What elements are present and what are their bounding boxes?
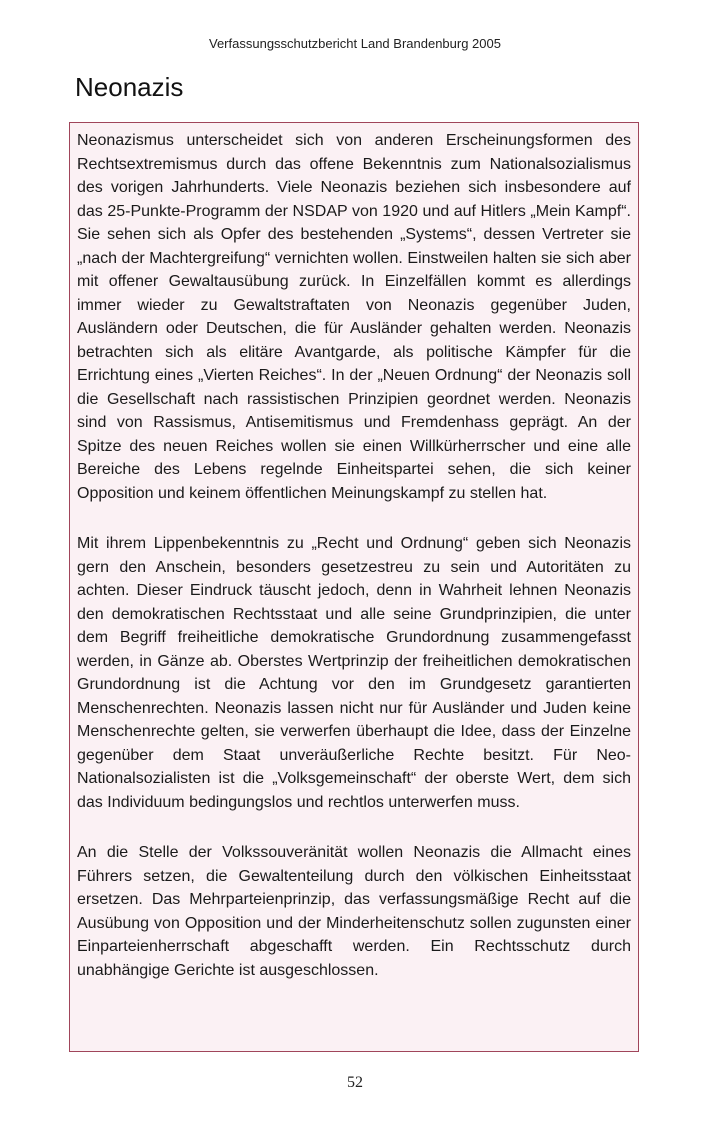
page-number: 52: [347, 1074, 363, 1091]
section-title: Neonazis: [75, 72, 184, 102]
highlighted-text-box: [69, 122, 639, 1052]
paragraph-2: Mit ihrem Lippenbekenntnis zu „Recht und Ordnung“ geben sich Neonazis gern den Anschein, besonders gesetzestreu zu sein und Autoritäten zu achten. Dieser Eindruck täuscht jedoch, denn in Wahrheit lehnen Neonazis den demokratischen Rechtsstaat und alle seine Grundprinzipien, die unter dem Begriff freiheitliche demokratische Grundordnung zusammengefasst werden, in Gänze ab. Oberstes Wertprinzip der freiheitlichen demokratischen Grundordnung ist die Achtung vor den im Grundgesetz garantierten Menschenrechten. Neonazis lassen nicht nur für Ausländer und Juden keine Menschenrechte gelten, sie verwerfen überhaupt die Idee, dass der Einzelne gegenüber dem Staat unveräußerliche Rechte besitzt. Für Neo-Nationalsozialisten ist die „Volksgemeinschaft“ der oberste Wert, dem sich das Individuum bedingungslos und rechtlos unterwerfen muss.: [77, 535, 631, 811]
running-header: Verfassungsschutzbericht Land Brandenburg 2005: [209, 36, 501, 51]
paragraph-1: Neonazismus unterscheidet sich von anderen Erscheinungsformen des Rechtsextremismus durch das offene Bekenntnis zum Nationalsozialismus des vorigen Jahrhunderts. Viele Neonazis beziehen sich insbesondere auf das 25-Punkte-Programm der NSDAP von 1920 und auf Hitlers „Mein Kampf“. Sie sehen sich als Opfer des bestehenden „Systems“, dessen Vertreter sie „nach der Machtergreifung“ vernichten wollen. Einstweilen halten sie sich aber mit offener Gewaltausübung zurück. In Einzelfällen kommt es allerdings immer wieder zu Gewaltstraftaten von Neonazis gegenüber Juden, Ausländern oder Deutschen, die für Ausländer gehalten werden. Neonazis betrachten sich als elitäre Avantgarde, als politische Kämpfer für die Errichtung eines „Vierten Reiches“. In der „Neuen Ordnung“ der Neonazis soll die Gesellschaft nach rassistischen Prinzipien geordnet werden. Neonazis sind von Rassismus, Antisemitismus und Fremdenhass geprägt. An der Spitze des neuen Reiches wollen sie einen Willkürherrscher und eine alle Bereiche des Lebens regelnde Einheitspartei sehen, die sich keiner Opposition und keinem öffentlichen Meinungskampf zu stellen hat.: [77, 132, 631, 502]
paragraph-3: An die Stelle der Volkssouveränität wollen Neonazis die Allmacht eines Führers setzen, die Gewaltenteilung durch den völkischen Einheitsstaat ersetzen. Das Mehrparteienprinzip, das verfassungsmäßige Recht auf die Ausübung von Opposition und der Minderheitenschutz sollen zugunsten einer Einparteienherrschaft abgeschafft werden. Ein Rechtsschutz durch unabhängige Gerichte ist ausgeschlossen.: [77, 844, 631, 979]
